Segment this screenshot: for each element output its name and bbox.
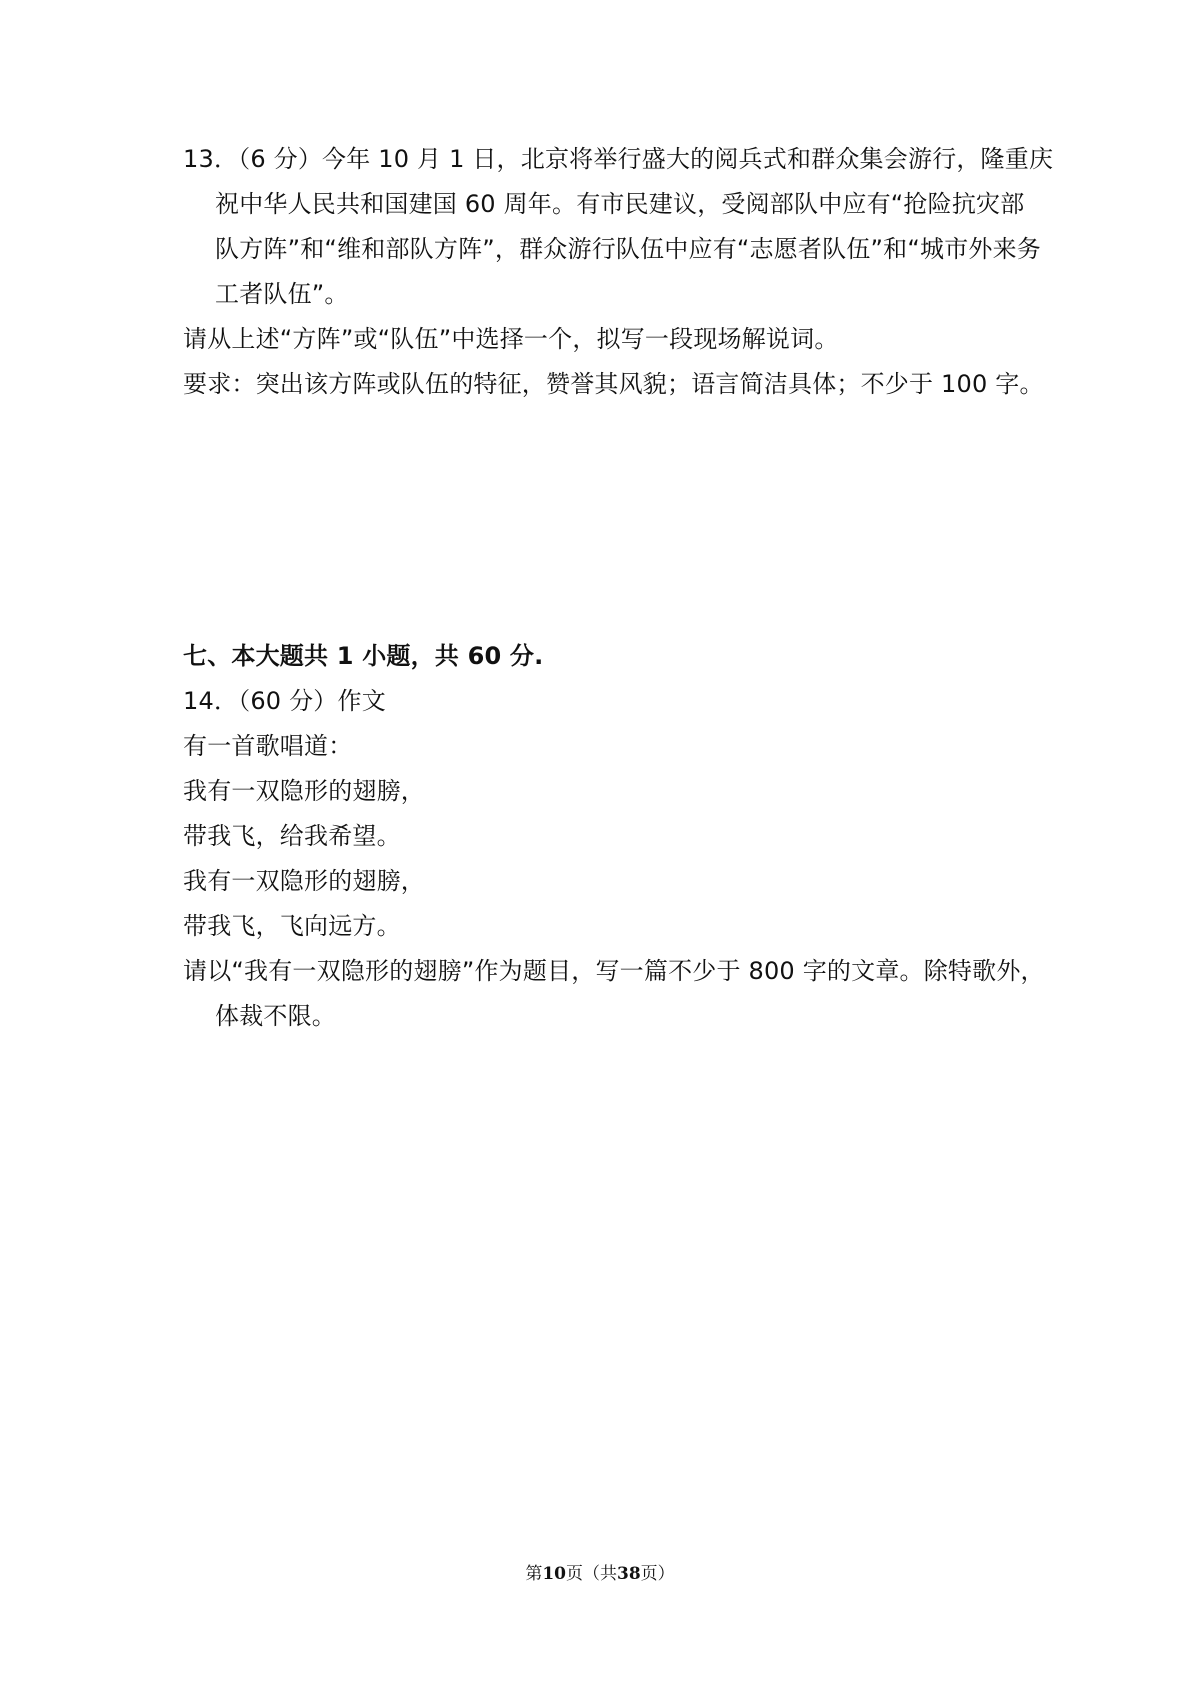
footer-prefix: 第: [525, 1564, 543, 1584]
question-14-prompt-line-1: 请以“我有一双隐形的翅膀”作为题目，写一篇不少于 800 字的文章。除特歌外，: [183, 957, 1045, 985]
question-14-intro: 有一首歌唱道：: [183, 732, 353, 760]
question-13-line-3: 队方阵”和“维和部队方阵”，群众游行队伍中应有“志愿者队伍”和“城市外来务: [215, 235, 1041, 263]
question-13-instruction: 请从上述“方阵”或“队伍”中选择一个，拟写一段现场解说词。: [183, 325, 839, 353]
page-footer: [0, 1562, 1200, 1586]
section-7-heading: 七、本大题共 1 小题，共 60 分.: [183, 642, 544, 670]
current-page-number: 10: [542, 1564, 566, 1584]
lyric-line-1: 我有一双隐形的翅膀，: [183, 777, 425, 805]
total-pages-number: 38: [617, 1564, 641, 1584]
question-14-title: 14．（60 分）作文: [183, 687, 386, 715]
lyric-line-4: 带我飞，飞向远方。: [183, 912, 401, 940]
question-13-line-4: 工者队伍”。: [215, 280, 349, 308]
question-14-prompt-line-2: 体裁不限。: [215, 1002, 336, 1030]
lyric-line-3: 我有一双隐形的翅膀，: [183, 867, 425, 895]
question-13-requirement: 要求：突出该方阵或队伍的特征，赞誉其风貌；语言简洁具体；不少于 100 字。: [183, 370, 1044, 398]
question-13-line-1: 13．（6 分）今年 10 月 1 日，北京将举行盛大的阅兵式和群众集会游行，隆重庆: [183, 145, 1054, 173]
footer-middle: 页（共: [566, 1564, 617, 1584]
lyric-line-2: 带我飞，给我希望。: [183, 822, 401, 850]
question-13-line-2: 祝中华人民共和国建国 60 周年。有市民建议，受阅部队中应有“抢险抗灾部: [215, 190, 1025, 218]
footer-suffix: 页）: [640, 1564, 675, 1584]
